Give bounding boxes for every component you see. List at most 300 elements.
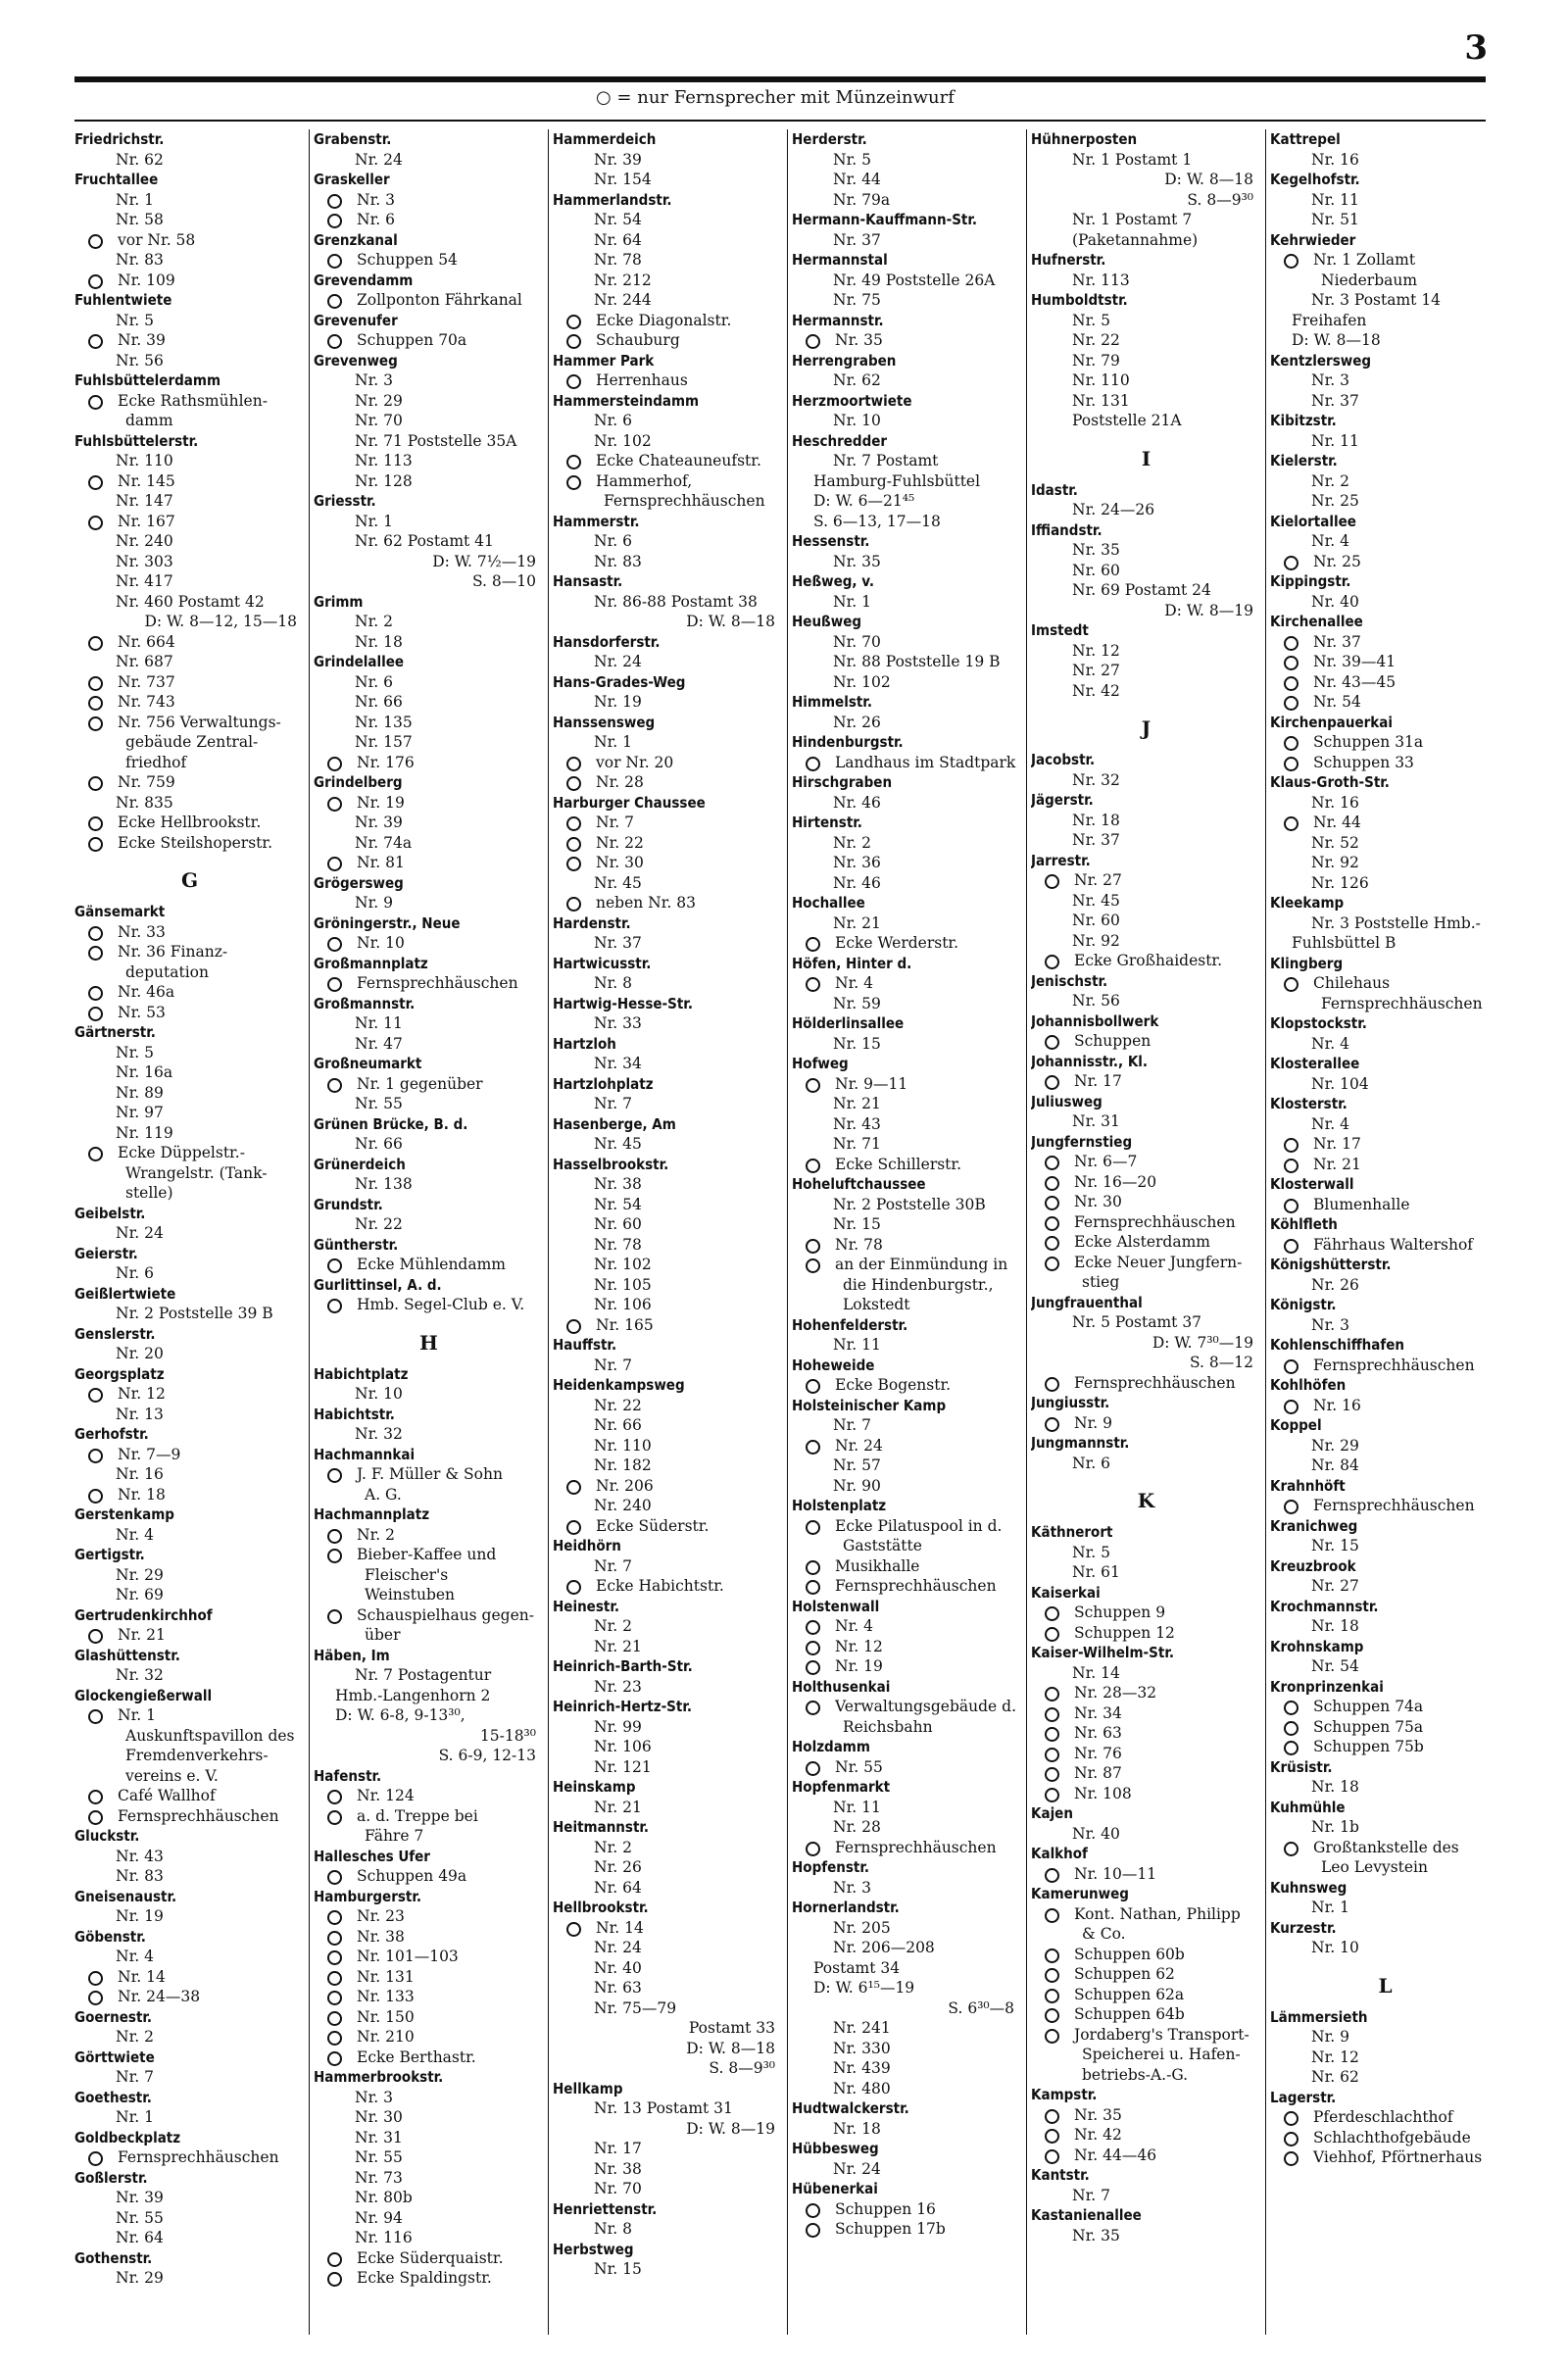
entry-text: Hmb.-Langenhorn 2	[335, 1686, 491, 1704]
coin-phone-icon	[327, 1549, 342, 1563]
entry-text: Nr. 76	[1074, 1744, 1122, 1762]
coin-phone-icon	[566, 1922, 581, 1937]
entry-line	[1031, 561, 1261, 581]
directory-column-3	[553, 129, 783, 2335]
entry-line	[553, 1616, 783, 1637]
entry-text: Nr. 8	[594, 2220, 632, 2238]
coin-phone-entry	[1270, 753, 1500, 773]
entry-text: Nr. 71	[833, 1135, 881, 1153]
directory-column-6	[1270, 129, 1500, 2335]
entry-line	[1270, 1114, 1500, 1135]
coin-phone-entry	[792, 973, 1022, 994]
entry-text: Nr. 56	[1072, 992, 1120, 1010]
entry-text: Nr. 66	[355, 693, 403, 711]
entry-text: Nr. 19	[116, 1907, 164, 1925]
coin-phone-icon	[806, 757, 820, 771]
coin-phone-icon	[88, 1790, 103, 1804]
coin-phone-icon	[1045, 1949, 1059, 1963]
entry-text: Nr. 35	[1072, 541, 1120, 559]
entry-text: Nr. 39	[118, 331, 166, 349]
coin-phone-icon	[1045, 955, 1059, 969]
entry-line	[1270, 2067, 1500, 2088]
entry-text: S. 8—9³⁰	[709, 2059, 775, 2077]
street-name: Hopfenstr.	[792, 1858, 869, 1876]
street-name: Heschredder	[792, 431, 888, 450]
coin-phone-entry	[74, 672, 305, 693]
entry-text: S. 8—10	[471, 572, 536, 590]
entry-text: Nr. 35	[835, 331, 883, 349]
entry-line	[314, 2147, 544, 2168]
entry-text: Nr. 7	[596, 814, 634, 831]
street-name: Hochallee	[792, 894, 865, 912]
entry-text: Blumenhalle	[1313, 1195, 1410, 1213]
entry-line	[792, 1476, 1022, 1497]
entry-line	[1031, 601, 1261, 621]
entry-text: Nr. 138	[355, 1175, 413, 1193]
coin-phone-icon	[327, 194, 342, 209]
entry-line	[792, 672, 1022, 693]
entry-text: Nr. 8	[594, 974, 632, 992]
entry-text: Nr. 54	[594, 211, 642, 228]
entry-text: Nr. 46a	[118, 983, 175, 1001]
entry-line	[1031, 1824, 1261, 1845]
entry-line	[792, 2119, 1022, 2140]
coin-phone-icon	[88, 837, 103, 852]
coin-phone-entry	[553, 370, 783, 391]
street-name: Görttwiete	[74, 2047, 155, 2066]
coin-phone-icon	[88, 1489, 103, 1504]
street-name: Großmannplatz	[314, 954, 428, 972]
entry-line	[1031, 1353, 1261, 1373]
entry-line	[792, 913, 1022, 934]
entry-line	[314, 1485, 544, 1505]
coin-phone-icon	[1284, 1359, 1298, 1374]
entry-text: Nr. 89	[116, 1083, 164, 1102]
entry-text: Nr. 54	[594, 1195, 642, 1213]
entry-text: Fernsprechhäuschen	[118, 2148, 279, 2166]
entry-text: Schuppen 16	[835, 2199, 936, 2218]
street-name: Gurlittinsel, A. d.	[314, 1275, 442, 1294]
entry-text: Ecke Süderstr.	[596, 1516, 710, 1535]
entry-text: Nr. 81	[357, 854, 405, 871]
coin-phone-icon	[327, 1931, 342, 1946]
entry-text: Fernsprechhäuschen	[1321, 994, 1483, 1012]
coin-phone-entry	[1270, 1235, 1500, 1256]
coin-phone-icon	[88, 816, 103, 831]
entry-line	[1031, 1333, 1261, 1354]
coin-phone-entry	[314, 290, 544, 311]
entry-line	[74, 1263, 305, 1284]
street-name: Königshütterstr.	[1270, 1256, 1392, 1273]
street-name: Gertigstr.	[74, 1546, 145, 1563]
street-name: Klingberg	[1270, 954, 1344, 972]
street-name: Kleekamp	[1270, 894, 1345, 912]
entry-line	[1270, 2047, 1500, 2068]
coin-phone-entry	[314, 1906, 544, 1927]
entry-text: Fernsprechhäuschen	[835, 1838, 997, 1856]
entry-line	[792, 1195, 1022, 1215]
entry-text: Nr. 75—79	[594, 1998, 677, 2017]
street-name: Grevenufer	[314, 311, 398, 329]
entry-text: Nr. 6	[355, 672, 393, 691]
entry-line	[1270, 330, 1500, 351]
entry-line	[314, 391, 544, 412]
street-name: Häben, Im	[314, 1646, 390, 1664]
entry-text: Nr. 439	[833, 2059, 891, 2077]
coin-phone-icon	[1045, 1417, 1059, 1432]
coin-phone-icon	[327, 214, 342, 228]
entry-text: Nr. 157	[355, 733, 413, 751]
street-name: Großmannstr.	[314, 994, 416, 1012]
section-letter: I	[1141, 446, 1152, 470]
entry-line	[792, 652, 1022, 672]
entry-line	[553, 1094, 783, 1114]
entry-line	[74, 1906, 305, 1927]
entry-text: Nr. 24—38	[118, 1988, 201, 2005]
entry-text: Nr. 27	[1074, 871, 1122, 889]
street-name: Heidenkampsweg	[553, 1376, 685, 1394]
entry-line	[1270, 1436, 1500, 1456]
coin-phone-icon	[327, 1299, 342, 1313]
section-letter: J	[1141, 716, 1152, 740]
entry-line	[1270, 1034, 1500, 1055]
entry-line	[553, 973, 783, 994]
coin-phone-entry	[1270, 1195, 1500, 1215]
coin-phone-icon	[88, 274, 103, 289]
entry-text: Fernsprechhäuschen	[1313, 1356, 1475, 1374]
entry-text: Nr. 6	[594, 532, 632, 550]
entry-text: Nr. 17	[594, 2140, 642, 2157]
street-name: Goethestr.	[74, 2088, 152, 2106]
entry-text: Nr. 24	[835, 1436, 883, 1455]
coin-phone-icon	[1045, 1377, 1059, 1392]
entry-text: Nr. 37	[1311, 391, 1359, 410]
street-name: Heinrich-Barth-Str.	[553, 1657, 693, 1675]
coin-phone-icon	[806, 1239, 820, 1254]
coin-phone-entry	[792, 1436, 1022, 1456]
entry-text: Nr. 34	[594, 1055, 642, 1072]
entry-line	[314, 1585, 544, 1605]
entry-line	[792, 2159, 1022, 2180]
street-name: Heßweg, v.	[792, 572, 874, 590]
header-rule	[74, 76, 1486, 82]
entry-text: Ecke Berthastr.	[357, 2047, 476, 2066]
entry-line	[314, 2228, 544, 2248]
coin-phone-icon	[1045, 1908, 1059, 1923]
coin-phone-entry	[553, 893, 783, 913]
coin-phone-icon	[1284, 636, 1298, 651]
entry-line	[553, 2119, 783, 2140]
coin-phone-entry	[1031, 1071, 1261, 1092]
entry-line	[314, 833, 544, 854]
street-name: Gerhofstr.	[74, 1425, 149, 1443]
entry-text: Nr. 3	[357, 190, 395, 209]
entry-text: Nr. 110	[594, 1436, 652, 1455]
coin-phone-icon	[1284, 676, 1298, 691]
street-name: Jungfernstieg	[1031, 1132, 1133, 1151]
entry-text: Nr. 21	[594, 1798, 642, 1816]
entry-text: Nr. 58	[116, 211, 164, 228]
entry-text: Nr. 16a	[116, 1063, 173, 1081]
entry-line	[792, 1938, 1022, 1958]
street-name: Kantstr.	[1031, 2166, 1090, 2184]
coin-phone-entry	[792, 933, 1022, 954]
entry-text: Pferdeschlachthof	[1313, 2108, 1453, 2126]
entry-line	[553, 150, 783, 171]
entry-text: Schuppen	[1074, 1032, 1152, 1050]
entry-line	[74, 2067, 305, 2088]
coin-phone-entry	[74, 1485, 305, 1505]
coin-phone-entry	[314, 1255, 544, 1275]
coin-phone-icon	[88, 986, 103, 1001]
entry-text: Nr. 240	[116, 532, 173, 550]
street-name: Hoheluftchaussee	[792, 1175, 926, 1193]
coin-phone-entry	[1270, 1356, 1500, 1376]
entry-text: Nr. 29	[116, 2269, 164, 2287]
entry-text: Nr. 37	[1313, 632, 1361, 651]
entry-line	[553, 1978, 783, 1998]
entry-line	[74, 1585, 305, 1605]
entry-line	[74, 1665, 305, 1686]
entry-text: Nr. 59	[833, 994, 881, 1012]
street-name: Hudtwalckerstr.	[792, 2099, 909, 2117]
coin-phone-entry	[74, 692, 305, 713]
entry-text: Nr. 4	[1311, 1114, 1349, 1133]
street-name: Kamerunweg	[1031, 1885, 1129, 1902]
entry-line	[1031, 411, 1261, 431]
entry-line	[314, 471, 544, 492]
street-name: Hallesches Ufer	[314, 1847, 430, 1865]
entry-line	[1270, 1817, 1500, 1838]
street-name: Hasenberge, Am	[553, 1114, 676, 1133]
entry-line	[74, 793, 305, 814]
entry-text: Nr. 70	[594, 2180, 642, 2197]
entry-line	[1270, 1857, 1500, 1878]
coin-phone-icon	[327, 254, 342, 269]
entry-text: Nr. 22	[1072, 331, 1120, 349]
entry-text: Nr. 23	[357, 1907, 405, 1925]
entry-line	[553, 1235, 783, 1256]
entry-line	[1270, 190, 1500, 211]
entry-line	[74, 652, 305, 672]
coin-phone-entry	[1031, 1413, 1261, 1434]
coin-phone-entry	[1270, 1396, 1500, 1416]
coin-phone-icon	[1284, 1400, 1298, 1414]
street-name: Griesstr.	[314, 492, 376, 510]
coin-phone-icon	[1045, 2109, 1059, 2124]
entry-line	[1270, 290, 1500, 311]
entry-text: Fernsprechhäuschen	[1074, 1212, 1236, 1231]
entry-text: J. F. Müller & Sohn	[357, 1465, 503, 1483]
street-name: Goßlerstr.	[74, 2168, 148, 2187]
coin-phone-icon	[806, 1620, 820, 1635]
entry-line	[553, 1737, 783, 1757]
coin-phone-icon	[806, 1701, 820, 1715]
entry-line	[314, 893, 544, 913]
entry-text: Schlachthofgebäude	[1313, 2128, 1471, 2146]
entry-text: Nr. 102	[833, 672, 891, 691]
coin-phone-icon	[1045, 1788, 1059, 1802]
entry-text: Nr. 108	[1074, 1784, 1132, 1802]
entry-text: Nr. 460 Postamt 42	[116, 592, 265, 611]
entry-line	[553, 1396, 783, 1416]
coin-phone-entry	[553, 753, 783, 773]
entry-text: Nr. 11	[833, 1336, 881, 1354]
entry-line	[553, 1757, 783, 1778]
entry-line	[553, 692, 783, 713]
entry-text: Nr. 34	[1074, 1703, 1122, 1722]
coin-phone-icon	[1045, 1727, 1059, 1742]
entry-text: Café Wallhof	[118, 1787, 216, 1804]
entry-text: Nr. 1 Postamt 1	[1072, 150, 1193, 169]
entry-line	[1270, 1898, 1500, 1918]
entry-text: Nr. 30	[596, 854, 644, 871]
coin-phone-entry	[74, 230, 305, 251]
coin-phone-icon	[88, 1007, 103, 1021]
entry-text: Nr. 22	[355, 1215, 403, 1233]
street-name: Krochmannstr.	[1270, 1597, 1379, 1615]
entry-text: Jordaberg's Transport-	[1074, 2025, 1250, 2044]
entry-line	[74, 1183, 305, 1204]
coin-phone-entry	[553, 1576, 783, 1597]
entry-line	[74, 2268, 305, 2289]
entry-line	[314, 531, 544, 552]
entry-line	[74, 1123, 305, 1144]
directory-columns	[74, 129, 1490, 2335]
entry-text: Nr. 3 Poststelle Hmb.-	[1311, 913, 1481, 932]
coin-phone-entry	[1270, 1155, 1500, 1175]
coin-phone-icon	[1284, 1138, 1298, 1153]
coin-phone-icon	[327, 2272, 342, 2287]
entry-text: Fernsprechhäuschen	[118, 1806, 279, 1825]
entry-text: Nr. 28	[833, 1818, 881, 1836]
street-name: Hermannstal	[792, 251, 888, 269]
street-name: Graskeller	[314, 171, 390, 188]
coin-phone-entry	[792, 1656, 1022, 1677]
entry-text: Nr. 92	[1311, 854, 1359, 871]
entry-text: D: W. 6¹⁵—19	[813, 1979, 915, 1997]
entry-text: Nr. 39	[116, 2189, 164, 2206]
entry-text: Nr. 24	[116, 1224, 164, 1242]
entry-line	[1270, 1536, 1500, 1556]
entry-text: Nr. 205	[833, 1918, 891, 1937]
coin-phone-entry	[1270, 2147, 1500, 2168]
entry-text: Nr. 94	[355, 2208, 403, 2227]
entry-line	[314, 2188, 544, 2208]
coin-phone-entry	[74, 713, 305, 733]
street-name: Heinskamp	[553, 1778, 636, 1796]
entry-line	[553, 1857, 783, 1878]
entry-line	[1031, 150, 1261, 171]
entry-line	[553, 1214, 783, 1235]
entry-text: Schuppen 70a	[357, 331, 467, 349]
entry-text: S. 6—13, 17—18	[813, 512, 941, 530]
street-name: Jenischstr.	[1031, 971, 1108, 990]
entry-text: Nr. 12	[835, 1637, 883, 1655]
entry-line	[1270, 933, 1500, 954]
street-name: Henriettenstr.	[553, 2199, 658, 2218]
coin-phone-icon	[88, 676, 103, 691]
entry-line	[1031, 210, 1261, 230]
coin-phone-icon	[1045, 1075, 1059, 1090]
coin-phone-entry	[1031, 2105, 1261, 2126]
entry-line	[553, 1174, 783, 1195]
street-name: Holstenplatz	[792, 1497, 887, 1514]
entry-text: Nr. 110	[116, 452, 173, 469]
entry-text: Nr. 79a	[833, 190, 891, 209]
section-letter: K	[1137, 1489, 1155, 1512]
coin-phone-entry	[314, 210, 544, 230]
entry-text: D: W. 8—18	[1164, 171, 1253, 188]
entry-text: Nr. 18	[1311, 1778, 1359, 1796]
street-name: Fuhlsbüttelerstr.	[74, 431, 199, 450]
street-name: Fruchtallee	[74, 171, 159, 188]
coin-phone-icon	[88, 636, 103, 651]
entry-line	[1031, 540, 1261, 561]
entry-text: Nr. 1	[116, 190, 154, 209]
coin-phone-entry	[1270, 1496, 1500, 1516]
entry-text: Ecke Schillerstr.	[835, 1155, 962, 1173]
coin-phone-entry	[792, 1074, 1022, 1095]
entry-text: Nr. 55	[355, 2148, 403, 2166]
street-name: Großneumarkt	[314, 1055, 422, 1072]
coin-phone-entry	[1031, 1603, 1261, 1623]
coin-phone-icon	[566, 776, 581, 791]
entry-line	[1270, 491, 1500, 512]
entry-line	[1270, 1275, 1500, 1296]
entry-line	[314, 2107, 544, 2128]
entry-line	[1031, 1543, 1261, 1563]
street-name: Kirchenpauerkai	[1270, 713, 1393, 731]
coin-phone-entry	[314, 330, 544, 351]
street-name: Hans-Grades-Weg	[553, 672, 686, 691]
entry-line	[792, 271, 1022, 291]
coin-phone-icon	[566, 837, 581, 852]
coin-phone-icon	[327, 977, 342, 992]
entry-text: Schuppen 49a	[357, 1867, 467, 1885]
entry-line	[1270, 913, 1500, 934]
entry-text: Nr. 87	[1074, 1764, 1122, 1782]
coin-phone-icon	[1284, 736, 1298, 751]
entry-text: D: W. 8—12, 15—18	[144, 613, 297, 630]
street-name: Genslerstr.	[74, 1324, 156, 1343]
entry-text: gebäude Zentral-	[125, 733, 259, 751]
entry-text: Nr. 21	[1313, 1155, 1361, 1173]
coin-phone-icon	[806, 1440, 820, 1455]
entry-line	[1031, 991, 1261, 1011]
entry-text: D: W. 7³⁰—19	[1152, 1333, 1253, 1352]
entry-text: Nr. 40	[1072, 1824, 1120, 1843]
coin-phone-icon	[88, 2151, 103, 2166]
coin-phone-icon	[1045, 1707, 1059, 1722]
coin-phone-entry	[314, 2047, 544, 2068]
entry-line	[553, 170, 783, 190]
entry-text: Nr. 54	[1311, 1657, 1359, 1675]
entry-line	[74, 1103, 305, 1123]
street-name: Georgsplatz	[74, 1364, 165, 1383]
street-name: Hamburgerstr.	[314, 1887, 421, 1905]
coin-phone-entry	[553, 311, 783, 331]
coin-phone-entry	[1031, 1253, 1261, 1273]
entry-line	[792, 471, 1022, 492]
street-name: Hammerdeich	[553, 130, 657, 148]
entry-line	[553, 1878, 783, 1899]
entry-line	[792, 853, 1022, 873]
entry-line	[553, 1496, 783, 1516]
street-name: Hammerbrookstr.	[314, 2068, 444, 2086]
entry-text: Nr. 2	[1311, 471, 1349, 490]
entry-line	[792, 1878, 1022, 1899]
